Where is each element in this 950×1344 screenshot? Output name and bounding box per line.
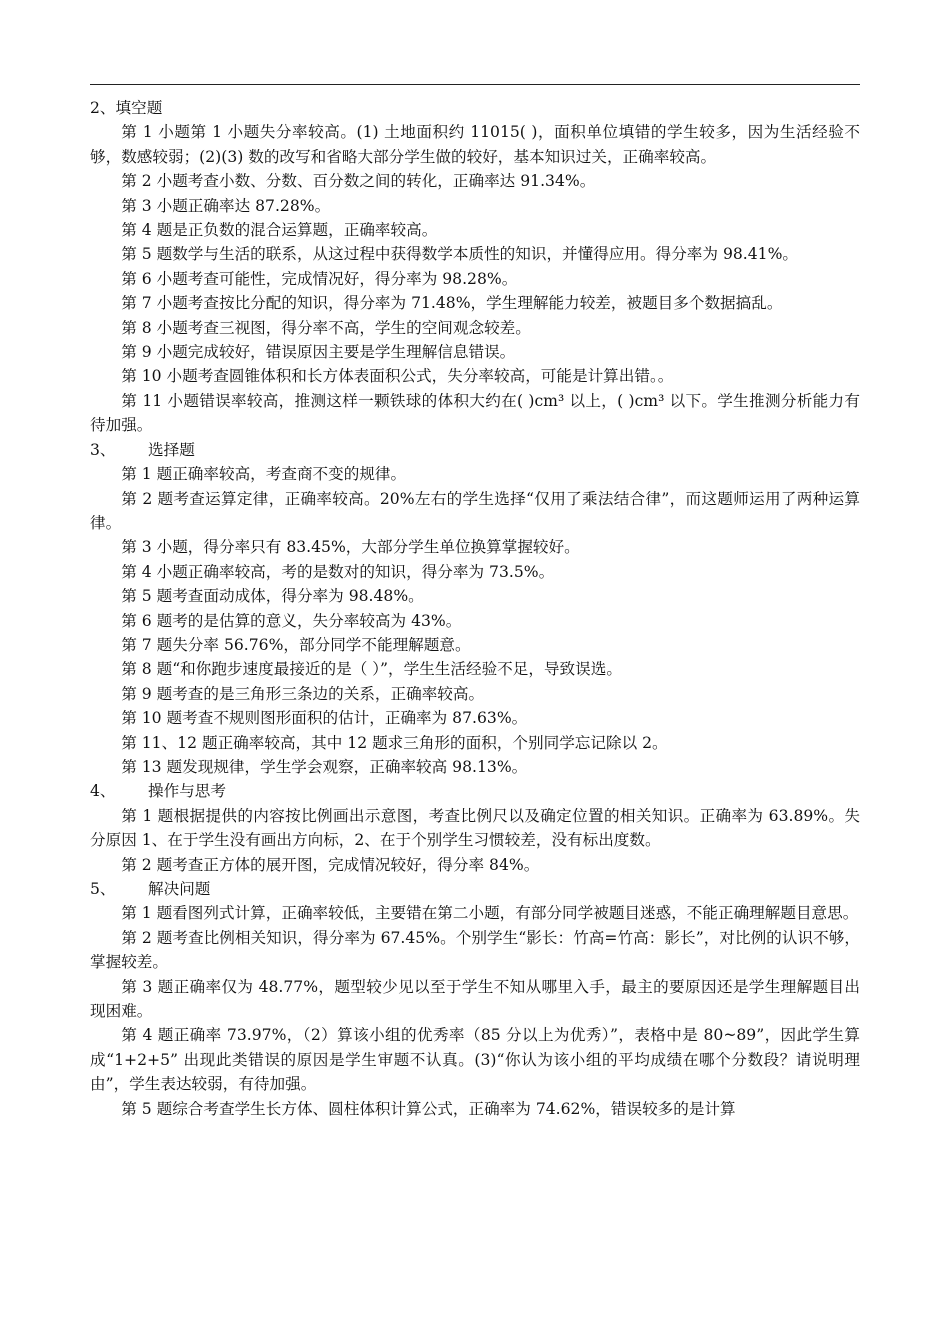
paragraph: 第 5 题考查面动成体，得分率为 98.48%。	[121, 587, 424, 606]
paragraph: 第 1 小题第 1 小题失分率较高。(1) 土地面积约 11015( )，面积单位填错的学生较多，因为生活经验不够，数感较弱；(2)(3) 数的改写和省略大部分学生做的较好，基本知识过关，正确率较高。	[90, 123, 860, 166]
paragraph: 第 3 小题，得分率只有 83.45%，大部分学生单位换算掌握较好。	[121, 538, 580, 557]
section-title: 操作与思考	[148, 782, 226, 801]
paragraph: 第 1 题根据提供的内容按比例画出示意图，考查比例尺以及确定位置的相关知识。正确率为 63.89%。失分原因 1、在于学生没有画出方向标，2、在于个别学生习惯较差，没有标出度数。	[90, 806, 860, 850]
paragraph: 第 8 题“和你跑步速度最接近的是（ ）”，学生生活经验不足，导致误选。	[121, 660, 622, 679]
section-heading-fill-in	[90, 96, 860, 120]
paragraph: 第 6 题考的是估算的意义，失分率较高为 43%。	[121, 611, 462, 630]
section-number: 2、	[90, 99, 116, 117]
paragraph: 第 1 题看图列式计算，正确率较低，主要错在第二小题，有部分同学被题目迷惑，不能正确理解题目意思。	[121, 904, 859, 923]
paragraph: 第 7 小题考查按比分配的知识，得分率为 71.48%，学生理解能力较差，被题目多个数据搞乱。	[121, 294, 783, 313]
section-number: 5、	[90, 880, 116, 898]
paragraph: 第 2 题考查运算定律，正确率较高。20%左右的学生选择“仅用了乘法结合律”，而这题师运用了两种运算律。	[90, 489, 860, 532]
paragraph: 第 11、12 题正确率较高，其中 12 题求三角形的面积，个别同学忘记除以 2。	[121, 733, 668, 752]
paragraph: 第 9 题考查的是三角形三条边的关系，正确率较高。	[121, 684, 485, 703]
section-title: 解决问题	[148, 880, 211, 898]
paragraph: 第 9 小题完成较好，错误原因主要是学生理解信息错误。	[121, 343, 516, 362]
paragraph: 第 13 题发现规律，学生学会观察，正确率较高 98.13%。	[121, 757, 528, 776]
paragraph: 第 2 小题考查小数、分数、百分数之间的转化，正确率达 91.34%。	[121, 172, 596, 191]
section-number: 4、	[90, 782, 116, 801]
paragraph: 第 1 题正确率较高，考查商不变的规律。	[121, 465, 407, 484]
paragraph: 第 11 小题错误率较高，推测这样一颗铁球的体积大约在( )cm³ 以上，( )cm³ 以下。学生推测分析能力有待加强。	[90, 391, 860, 435]
section-heading-problem-solving	[90, 877, 860, 901]
paragraph: 第 4 题正确率 73.97%，（2）算该小组的优秀率（85 分以上为优秀）”，表格中是 80~89”，因此学生算成“1+2+5” 出现此类错误的原因是学生审题不认真。(3)“你认为该小组的平均成绩在哪个分数段？请说明理由”，学生表达较弱，有待加强。	[90, 1026, 860, 1094]
header-rule	[90, 84, 860, 85]
document-body	[90, 96, 860, 1121]
paragraph: 第 8 小题考查三视图，得分率不高，学生的空间观念较差。	[121, 318, 531, 337]
paragraph: 第 2 题考查正方体的展开图，完成情况较好，得分率 84%。	[121, 855, 540, 874]
paragraph: 第 5 题数学与生活的联系，从这过程中获得数学本质性的知识，并懂得应用。得分率为 98.41%。	[121, 245, 799, 264]
paragraph: 第 2 题考查比例相关知识，得分率为 67.45%。个别学生“影长：竹高=竹高：影长”，对比例的认识不够，掌握较差。	[90, 928, 860, 972]
paragraph: 第 6 小题考查可能性，完成情况好，得分率为 98.28%。	[121, 269, 518, 288]
section-number: 3、	[90, 440, 116, 459]
section-title: 选择题	[148, 440, 195, 459]
paragraph: 第 4 题是正负数的混合运算题，正确率较高。	[121, 221, 438, 240]
section-title: 填空题	[115, 99, 163, 117]
paragraph: 第 4 小题正确率较高，考的是数对的知识，得分率为 73.5%。	[121, 562, 555, 581]
paragraph: 第 7 题失分率 56.76%，部分同学不能理解题意。	[121, 635, 471, 654]
paragraph: 第 3 题正确率仅为 48.77%，题型较少见以至于学生不知从哪里入手，最主的要原因还是学生理解题目出现困难。	[90, 977, 860, 1021]
paragraph: 第 10 小题考查圆锥体积和长方体表面积公式，失分率较高，可能是计算出错。。	[121, 367, 674, 386]
paragraph: 第 10 题考查不规则图形面积的估计，正确率为 87.63%。	[121, 709, 528, 728]
paragraph: 第 5 题综合考查学生长方体、圆柱体积计算公式，正确率为 74.62%，错误较多的是计算	[121, 1099, 736, 1118]
section-heading-operation	[90, 779, 860, 803]
section-heading-multiple-choice	[90, 438, 860, 462]
paragraph: 第 3 小题正确率达 87.28%。	[121, 196, 331, 215]
